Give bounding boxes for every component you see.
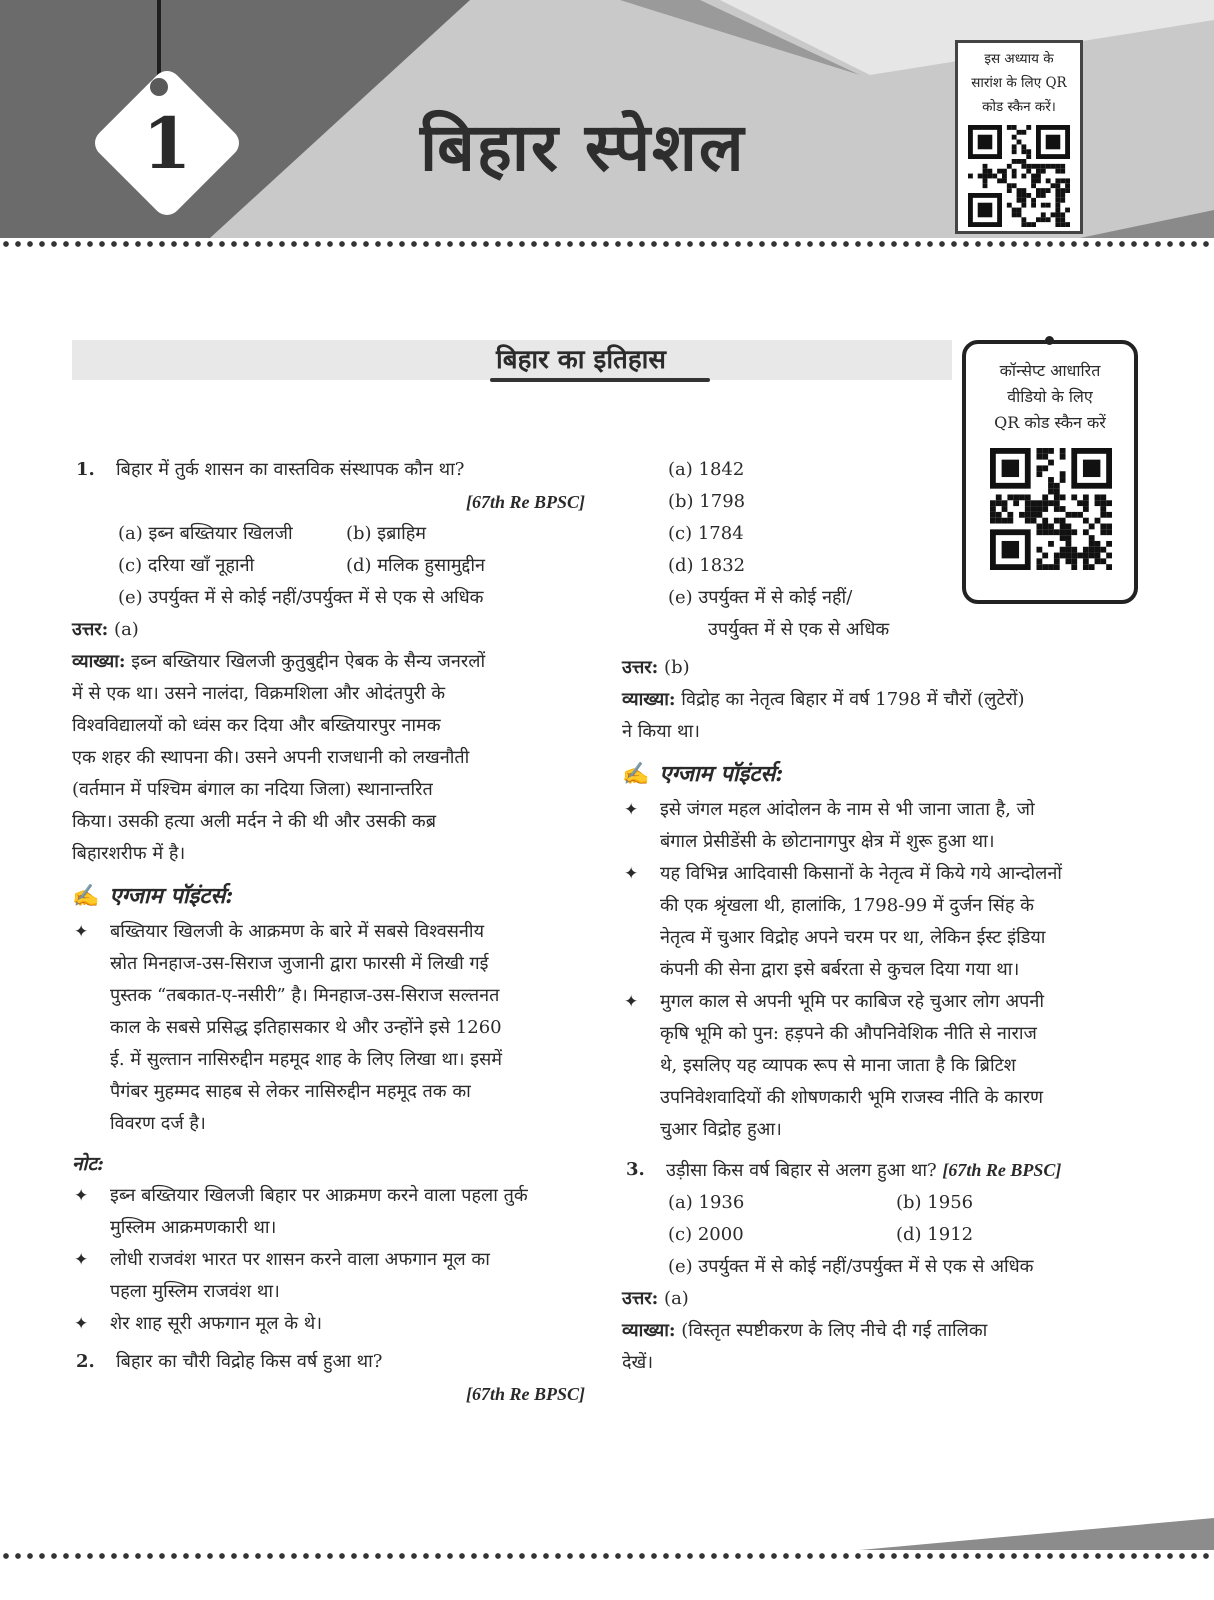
exam-pointers-heading: ✍ एग्जाम पॉइंटर्स: bbox=[622, 758, 1138, 790]
option-b[interactable]: (b) 1956 bbox=[896, 1192, 974, 1213]
chapter-number: 1 bbox=[142, 101, 192, 185]
star-bullet-icon: ✦ bbox=[624, 800, 639, 820]
question-1 bbox=[72, 454, 587, 486]
option-e[interactable]: (e) उपर्युक्त में से कोई नहीं/उपर्युक्त में से एक से अधिक bbox=[668, 1256, 1034, 1277]
section-title-underline bbox=[490, 378, 710, 382]
note-item: ✦ शेर शाह सूरी अफगान मूल के थे। bbox=[72, 1308, 587, 1340]
star-bullet-icon: ✦ bbox=[74, 1186, 89, 1206]
option-a[interactable]: (a) इब्न बख्तियार खिलजी bbox=[118, 523, 293, 544]
question-3-options-row-2 bbox=[622, 1219, 1138, 1251]
option-e[interactable]: (e) उपर्युक्त में से कोई नहीं/उपर्युक्त में से एक से अधिक bbox=[118, 587, 484, 608]
exam-pointer-item: ✦ बख्तियार खिलजी के आक्रमण के बारे में सबसे विश्वसनीय स्रोत मिनहाज-उस-सिराज जुजानी द्वारा फारसी में लिखी गई पुस्तक “तबकात-ए-नसीरी” है। मिनहाज-उस-सिराज सल्तनत काल के सबसे प्रसिद्ध इतिहासकार थे और उन्होंने इसे 1260 ई. में सुल्तान नासिरुद्दीन महमूद शाह के लिए लिखा था। इसमें पैगंबर मुहम्मद साहब से लेकर नासिरुद्दीन महमूद तक का विवरण दर्ज है। bbox=[72, 916, 587, 1140]
option-d[interactable]: (d) मलिक हुसामुद्दीन bbox=[346, 555, 485, 576]
chapter-title: बिहार स्पेशल bbox=[420, 108, 746, 186]
note-heading: नोट: bbox=[72, 1153, 105, 1175]
option-a[interactable]: (a) 1842 bbox=[668, 459, 745, 480]
option-b[interactable]: (b) इब्राहिम bbox=[346, 523, 427, 544]
exam-pointers-heading: ✍ एग्जाम पॉइंटर्स: bbox=[72, 880, 587, 912]
exam-pointer-item: ✦ इसे जंगल महल आंदोलन के नाम से भी जाना जाता है, जो बंगाल प्रेसीडेंसी के छोटानागपुर क्षेत्र में शुरू हुआ था। bbox=[622, 794, 1138, 858]
pen-writing-icon: ✍ bbox=[622, 761, 650, 787]
pen-writing-icon: ✍ bbox=[72, 883, 100, 909]
question-3-explanation: व्याख्या: (विस्तृत स्पष्टीकरण के लिए नीचे दी गई तालिका देखें। bbox=[622, 1320, 988, 1373]
question-2-number: 2. bbox=[76, 1351, 95, 1372]
option-b[interactable]: (b) 1798 bbox=[668, 491, 746, 512]
section-title: बिहार का इतिहास bbox=[496, 345, 666, 375]
footer-corner-shape bbox=[860, 1510, 1214, 1550]
summary-qr-caption: इस अध्याय के सारांश के लिए QR कोड स्कैन करें। bbox=[971, 51, 1067, 115]
question-1-explanation: व्याख्या: इब्न बख्तियार खिलजी कुतुबुद्दीन ऐबक के सैन्य जनरलों में से एक था। उसने नालंदा, विक्रमशिला और ओदंतपुरी के विश्वविद्यालयों को ध्वंस कर दिया और बख्तियारपुर नामक एक शहर की स्थापना की। उसने अपनी राजधानी को लखनौती (वर्तमान में पश्चिम बंगाल का नदिया जिला) स्थानान्तरित किया। उसकी हत्या अली मर्दन ने की थी और उसकी कब्र बिहारशरीफ में है। bbox=[72, 651, 486, 864]
question-2-explanation: व्याख्या: विद्रोह का नेतृत्व बिहार में वर्ष 1798 में चौरों (लुटेरों) ने किया था। bbox=[622, 689, 1025, 742]
question-2-answer: उत्तर: (b) bbox=[622, 657, 690, 678]
right-column bbox=[622, 454, 1138, 1379]
question-3-source: [67th Re BPSC] bbox=[942, 1160, 1062, 1180]
exam-pointer-item: ✦ मुगल काल से अपनी भूमि पर काबिज रहे चुआर लोग अपनी कृषि भूमि को पुन: हड़पने की औपनिवेशिक नीति से नाराज थे, इसलिए यह व्यापक रूप से माना जाता है कि ब्रिटिश उपनिवेशवादियों की शोषणकारी भूमि राजस्व नीति के कारण चुआर विद्रोह हुआ। bbox=[622, 986, 1138, 1146]
question-2 bbox=[72, 1346, 587, 1378]
summary-qr-code[interactable] bbox=[962, 125, 1076, 227]
option-c[interactable]: (c) दरिया खाँ नूहानी bbox=[118, 555, 255, 576]
question-1-source: [67th Re BPSC] bbox=[465, 492, 585, 512]
question-2-source: [67th Re BPSC] bbox=[465, 1384, 585, 1404]
option-e[interactable]: (e) उपर्युक्त में से कोई नहीं/ उपर्युक्त में से एक से अधिक bbox=[668, 587, 890, 640]
question-1-text: बिहार में तुर्क शासन का वास्तविक संस्थापक कौन था? bbox=[116, 459, 465, 480]
question-3-options-row-1 bbox=[622, 1187, 1138, 1219]
option-c[interactable]: (c) 1784 bbox=[668, 523, 744, 544]
bottom-dotted-rule bbox=[0, 1552, 1214, 1560]
note-item: ✦ इब्न बख्तियार खिलजी बिहार पर आक्रमण करने वाला पहला तुर्क मुस्लिम आक्रमणकारी था। bbox=[72, 1180, 587, 1244]
question-2-text: बिहार का चौरी विद्रोह किस वर्ष हुआ था? bbox=[116, 1351, 383, 1372]
question-3-text: उड़ीसा किस वर्ष बिहार से अलग हुआ था? bbox=[666, 1160, 937, 1181]
star-bullet-icon: ✦ bbox=[624, 992, 639, 1012]
top-dotted-rule bbox=[0, 240, 1214, 248]
question-1-options-row-1 bbox=[72, 518, 587, 550]
video-qr-caption: कॉन्सेप्ट आधारित वीडियो के लिए QR कोड स्कैन करें bbox=[994, 361, 1106, 432]
question-3-answer: उत्तर: (a) bbox=[622, 1288, 689, 1309]
video-qr-card-dot bbox=[1045, 336, 1054, 345]
question-1-answer: उत्तर: (a) bbox=[72, 619, 139, 640]
star-bullet-icon: ✦ bbox=[624, 864, 639, 884]
note-item: ✦ लोधी राजवंश भारत पर शासन करने वाला अफगान मूल का पहला मुस्लिम राजवंश था। bbox=[72, 1244, 587, 1308]
question-1-options-row-2 bbox=[72, 550, 587, 582]
question-3 bbox=[622, 1154, 1138, 1187]
star-bullet-icon: ✦ bbox=[74, 922, 89, 942]
left-column bbox=[72, 454, 587, 1410]
option-a[interactable]: (a) 1936 bbox=[668, 1192, 745, 1213]
option-c[interactable]: (c) 2000 bbox=[668, 1224, 744, 1245]
star-bullet-icon: ✦ bbox=[74, 1250, 89, 1270]
exam-pointer-item: ✦ यह विभिन्न आदिवासी किसानों के नेतृत्व में किये गये आन्दोलनों की एक श्रृंखला थी, हालांकि, 1798-99 में दुर्जन सिंह के नेतृत्व में चुआर विद्रोह अपने चरम पर था, लेकिन ईस्ट इंडिया कंपनी की सेना द्वारा इसे बर्बरता से कुचल दिया गया था। bbox=[622, 858, 1138, 986]
summary-qr-card[interactable] bbox=[955, 40, 1083, 234]
question-1-number: 1. bbox=[76, 459, 95, 480]
option-d[interactable]: (d) 1912 bbox=[896, 1224, 974, 1245]
option-d[interactable]: (d) 1832 bbox=[668, 555, 746, 576]
star-bullet-icon: ✦ bbox=[74, 1314, 89, 1334]
question-3-number: 3. bbox=[626, 1159, 645, 1180]
